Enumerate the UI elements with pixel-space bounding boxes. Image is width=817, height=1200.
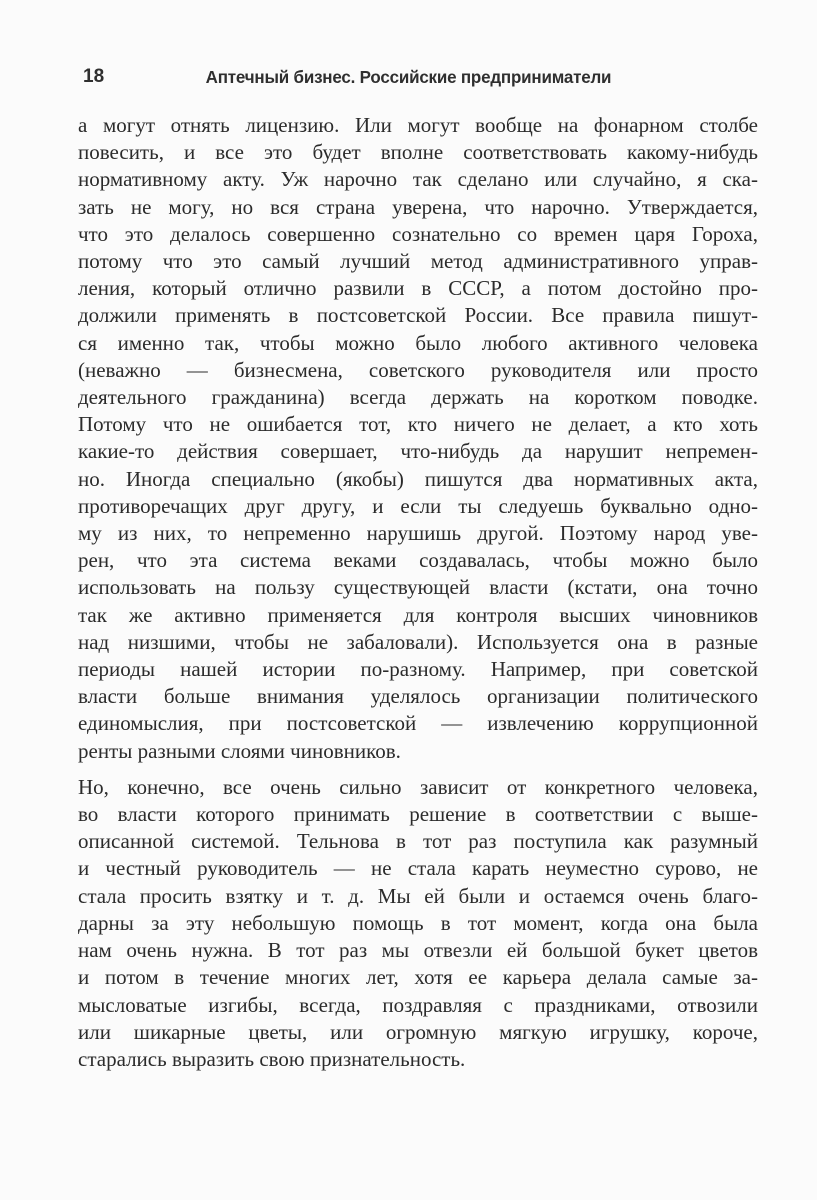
text-line: над низшими, чтобы не забаловали). Используется она в разные bbox=[78, 629, 758, 654]
text-line: во власти которого принимать решение в соответствии с выше- bbox=[78, 802, 758, 827]
page-number: 18 bbox=[83, 66, 105, 87]
text-line: повесить, и все это будет вполне соответствовать какому-нибудь bbox=[78, 140, 758, 165]
text-line: описанной системой. Тельнова в тот раз поступила как разумный bbox=[78, 829, 758, 854]
text-line: и честный руководитель — не стала карать неуместно сурово, не bbox=[78, 856, 758, 881]
text-line: так же активно применяется для контроля высших чиновников bbox=[78, 602, 758, 627]
text-line: нормативному акту. Уж нарочно так сделано или случайно, я ска- bbox=[78, 167, 758, 192]
text-line: Потому что не ошибается тот, кто ничего не делает, а кто хоть bbox=[78, 412, 758, 437]
text-line: зать не могу, но вся страна уверена, что нарочно. Утверждается, bbox=[78, 194, 758, 219]
text-line: нам очень нужна. В тот раз мы отвезли ей большой букет цветов bbox=[78, 938, 758, 963]
text-line: потому что это самый лучший метод административного управ- bbox=[78, 249, 758, 274]
text-line: единомыслия, при постсоветской — извлечению коррупционной bbox=[78, 711, 758, 736]
running-title: Аптечный бизнес. Российские предприниматели bbox=[205, 67, 612, 87]
paragraph bbox=[78, 112, 758, 765]
text-line: использовать на пользу существующей власти (кстати, она точно bbox=[78, 575, 758, 600]
text-line: деятельного гражданина) всегда держать на коротком поводке. bbox=[78, 385, 758, 410]
running-head bbox=[0, 64, 817, 90]
text-line: ся именно так, чтобы можно было любого активного человека bbox=[78, 330, 758, 355]
text-line: что это делалось совершенно сознательно со времен царя Гороха, bbox=[78, 221, 758, 246]
text-line: рен, что эта система веками создавалась, чтобы можно было bbox=[78, 548, 758, 573]
text-line: ления, который отлично развили в СССР, а потом достойно про- bbox=[78, 276, 758, 301]
text-line: старались выразить свою признательность. bbox=[78, 1046, 466, 1071]
text-line: и потом в течение многих лет, хотя ее карьера делала самые за- bbox=[78, 965, 758, 990]
text-line: должили применять в постсоветской России. Все правила пишут- bbox=[78, 303, 758, 328]
text-line: (неважно — бизнесмена, советского руководителя или просто bbox=[78, 357, 758, 382]
text-line: противоречащих друг другу, и если ты следуешь буквально одно- bbox=[78, 493, 758, 518]
text-line: власти больше внимания уделялось организации политического bbox=[78, 684, 758, 709]
text-line: периоды нашей истории по-разному. Например, при советской bbox=[78, 657, 758, 682]
paragraph bbox=[78, 774, 758, 1073]
text-line: стала просить взятку и т. д. Мы ей были и остаемся очень благо- bbox=[78, 883, 758, 908]
text-line: а могут отнять лицензию. Или могут вообще на фонарном столбе bbox=[78, 113, 758, 137]
text-line: дарны за эту небольшую помощь в тот момент, когда она была bbox=[78, 910, 758, 935]
text-line: какие-то действия совершает, что-нибудь да нарушит непремен- bbox=[78, 439, 758, 464]
text-line: но. Иногда специально (якобы) пишутся два нормативных акта, bbox=[78, 466, 758, 491]
text-line: или шикарные цветы, или огромную мягкую игрушку, короче, bbox=[78, 1019, 758, 1044]
text-line: Но, конечно, все очень сильно зависит от конкретного человека, bbox=[78, 774, 758, 799]
text-line: му из них, то непременно нарушишь другой. Поэтому народ уве- bbox=[78, 521, 758, 546]
text-line: ренты разными слоями чиновников. bbox=[78, 738, 401, 763]
body-text bbox=[78, 112, 758, 1073]
text-line: мысловатые изгибы, всегда, поздравляя с праздниками, отвозили bbox=[78, 992, 758, 1017]
